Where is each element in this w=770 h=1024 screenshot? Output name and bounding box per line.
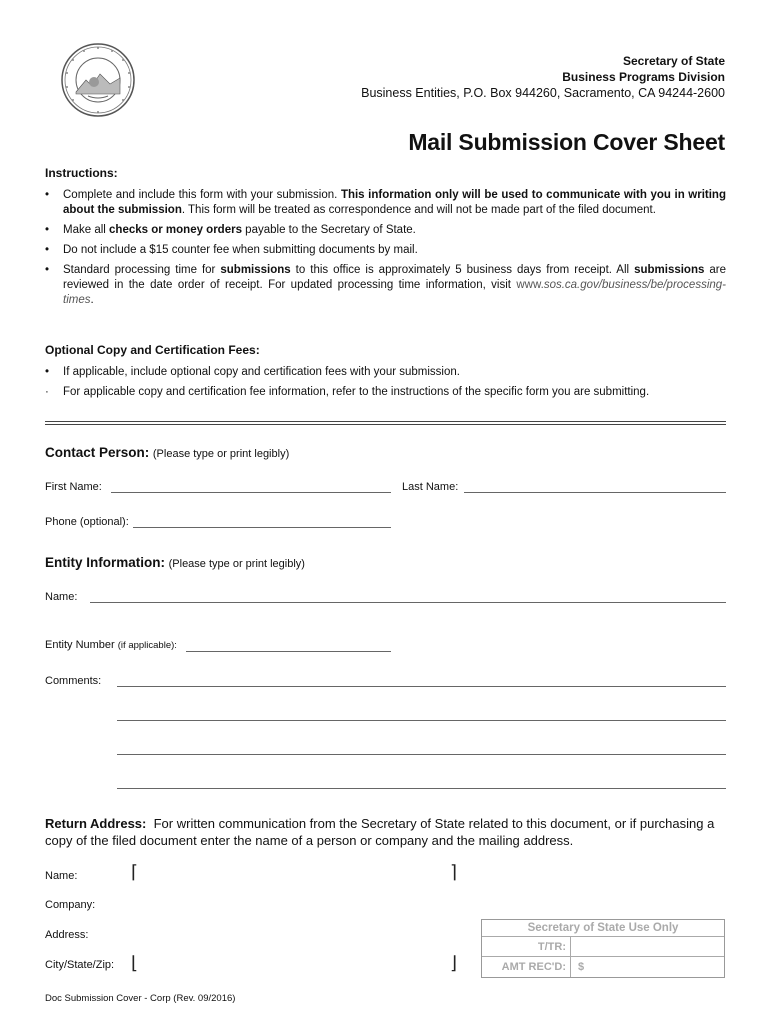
- fees-heading: Optional Copy and Certification Fees:: [45, 343, 260, 357]
- california-seal-icon: [60, 42, 136, 118]
- form-footer: Doc Submission Cover - Corp (Rev. 09/2016): [45, 993, 236, 1004]
- entity-section-title: Entity Information: (Please type or print legibly): [45, 555, 305, 570]
- list-item: • If applicable, include optional copy and certification fees with your submission.: [45, 366, 460, 378]
- return-city-label: City/State/Zip:: [45, 959, 115, 971]
- office-use-heading: Secretary of State Use Only: [482, 920, 724, 937]
- instructions-heading: Instructions:: [45, 166, 118, 180]
- last-name-label: Last Name:: [402, 481, 459, 493]
- entity-number-label: Entity Number (if applicable):: [45, 639, 177, 651]
- division-name: Business Programs Division: [562, 70, 725, 84]
- last-name-field[interactable]: [464, 492, 726, 493]
- instructions-section: [45, 166, 726, 313]
- comments-label: Comments:: [45, 675, 102, 687]
- entity-name-label: Name:: [45, 591, 78, 603]
- first-name-field[interactable]: [111, 492, 391, 493]
- office-address: Business Entities, P.O. Box 944260, Sacramento, CA 94244-2600: [361, 86, 725, 100]
- list-item: • Make all checks or money orders payable to the Secretary of State.: [45, 224, 416, 236]
- office-header: [361, 53, 725, 101]
- bracket-top-right: ⌉: [450, 862, 458, 883]
- return-address-area[interactable]: [140, 868, 452, 974]
- list-item: • Complete and include this form with your submission. This information only will be used to communicate with you in writing about the submission. This form will be treated as correspondence and will not be made part of the filed document.: [45, 189, 726, 216]
- list-item: · For applicable copy and certification fee information, refer to the instructions of the specific form you are submitting.: [45, 386, 650, 398]
- amt-row: AMT REC'D: $: [482, 957, 724, 977]
- ttr-row: T/TR:: [482, 937, 724, 957]
- entity-number-field[interactable]: [186, 651, 391, 652]
- section-divider: [45, 421, 726, 425]
- return-address-intro: Return Address: For written communication from the Secretary of State related to this document, or if purchasing a copy of the filed document enter the name of a person or company and the mailing address.: [45, 816, 715, 848]
- comments-line-1[interactable]: [117, 686, 726, 687]
- processing-times-link[interactable]: www.sos.ca.gov/business/be/processing-times: [63, 279, 726, 306]
- first-name-label: First Name:: [45, 481, 102, 493]
- phone-field[interactable]: [133, 527, 391, 528]
- return-address-label: Address:: [45, 929, 89, 941]
- list-item: • Standard processing time for submissions to this office is approximately 5 business days from receipt. All submissions are reviewed in the date order of receipt. For updated processing time information, visit www.sos.ca.gov/business/be/processing-times.: [45, 264, 726, 306]
- bracket-bottom-left: ⌊: [131, 953, 139, 974]
- office-name: Secretary of State: [622, 54, 725, 68]
- page-title: Mail Submission Cover Sheet: [408, 129, 725, 155]
- return-company-label: Company:: [45, 899, 96, 911]
- contact-section-title: Contact Person: (Please type or print legibly): [45, 445, 290, 460]
- return-name-label: Name:: [45, 870, 78, 882]
- entity-name-field[interactable]: [90, 602, 726, 603]
- office-use-box: [481, 919, 725, 978]
- bracket-bottom-right: ⌋: [450, 953, 458, 974]
- comments-line-4[interactable]: [117, 788, 726, 789]
- list-item: • Do not include a $15 counter fee when submitting documents by mail.: [45, 244, 418, 256]
- bracket-top-left: ⌈: [131, 862, 139, 883]
- fees-section: [45, 343, 726, 405]
- comments-line-2[interactable]: [117, 720, 726, 721]
- comments-line-3[interactable]: [117, 754, 726, 755]
- phone-label: Phone (optional):: [45, 516, 129, 528]
